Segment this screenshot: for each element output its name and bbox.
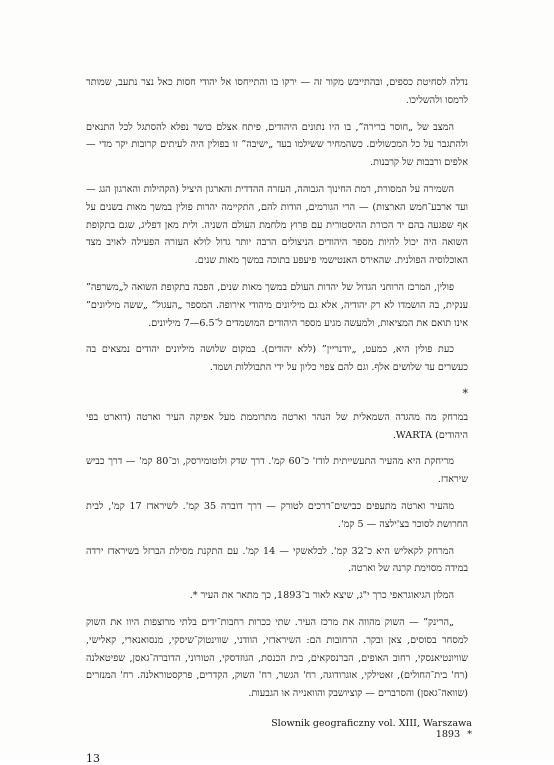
paragraph: פולין, המרכז הרוחני הגדול של יהדות העולם במשך מאות שנים, הפכה בתקופת השואה ל„משרפה” ענקית, בה הושמדו לא רק יהודיה, אלא גם מיליונים מיהודי אירופה. המספר „העגול” „ששה מיליונים” אינו תואם את המציאות, ולמעשה מגיע מספר היהודים המושמדים ל־6.5—7 מיליונים. (86, 281, 468, 329)
paragraph: במרחק מה מהגדה השמאלית של הנהר וארטה מתרוממת מעל אפיקה העיר וארטה (דוארט בפי היהודים) WARTA. (86, 411, 468, 441)
paragraph: המצב של „חוסר ברירה”, בו היו נתונים היהודים, פיתח אצלם כושר נפלא להסתגל לכל התנאים ולהתגבר על כל המכשולים. כשהמחיר ששילמו בעד „ישיבה” זו בפולין היה לעיתים קרובות יקר מדי — אלפים ורבבות של קרבנות. (86, 121, 468, 169)
paragraph: מהעיר וארטה מתעפים כבישים־דרכים לטורק — דרך דוברה 35 קמ'. לשיראדז 17 קמ', לבית החרושת לסוכר בצ'ילצה — 5 קמ'. (86, 500, 468, 530)
paragraph: השמירה על המסורת, רמת החינוך הגבוהה, העזרה ההדדית והארגון היציל (הקהילות והארגון הגג — ועד ארבע־חמש הארצות) — הרי הגורמים, הודות להם, התקיימה יהדות פולין במשך מאות בשנים על אף שפגעה בהם יד הכורת ההיסטורית עם פרוץ מלחמת העולם השניה. ולית מאן דפליג, שגם בתקופת השואה היה יכול להיות מספר היהודים הניצולים הרבה יותר גדול לולא העזרה הפעילה לאויב מצד האוכלוסיה הפולנית. שהאירס האנטישמי פיעפע בתוכה במשך מאות שנים. (86, 183, 468, 267)
paragraph: „הרינק” — השוק מהווה את מרכז העיר. שתי ככרות רחבות־ידים בלתי מרוצפות היוו את השוק למסחר בסוסים, צאן ובקר. הרחובות הם: השיראדזי, הוודני, שווינטוק־שיסקי, מנסואנארי, קאלישי, שוויונטיאנסקי, רחוב האופים, הברנסקאים, בית הכנסת, הגוזדסקי, הטורוני, הדוברה־גאסן, שפיטאלנה (רח' בית־החולים), זאטילקי, אוגרודוגה, רח' הגשר, רח' השוק, הקדרים, פרקסטוראלנה. רח' המנזרים (שוואה־גאסן) והסרברים — קוציושבק והוואנייה או הגבעות. (86, 616, 468, 700)
paragraph: המלון הגיאוגראפי כרך י"ג, שיצא לאור ב־1893, כך מתאר את העיר *. (189, 590, 454, 602)
paragraph: מריחקת היא מהעיר התעשייתית לודז' כ־60 קמ'. דרך שדק ולוטומירסק, וכ־80 קמ' — דרך כביש שיראדז. (86, 456, 468, 486)
footnote (250, 718, 472, 740)
paragraph: המרחק לקאליש היא כ־32 קמ'. לבלאשקי — 14 קמ'. עם התקנת מסילת הברזל בשיראדז ירדה במידה מסוימת קרנה של וארטה. (86, 545, 468, 575)
paragraph: נדלה לסחיטת כספים, ובהתייבש מקור זה — ירקו בו והתייחסו אל יהודי חסות כאל נצר נתעב, שמותר לרמסו ולהשליכו. (86, 77, 468, 106)
section-separator: * (462, 386, 468, 400)
footnote-marker: * (467, 729, 472, 740)
footnote-text: Slownik geograficzny vol. XIII, Warszawa 1893 (271, 718, 472, 740)
main-text (86, 74, 468, 703)
page-number: 13 (86, 752, 100, 765)
paragraph: כעת פולין היא, כמעט, „יודנריין” (ללא יהודים). במקום שלושה מיליונים יהודים נמצאים בה כעשרים עד שלושים אלף. וגם להם צפוי כליון על ידי התבוללות ושמד. (86, 344, 468, 374)
